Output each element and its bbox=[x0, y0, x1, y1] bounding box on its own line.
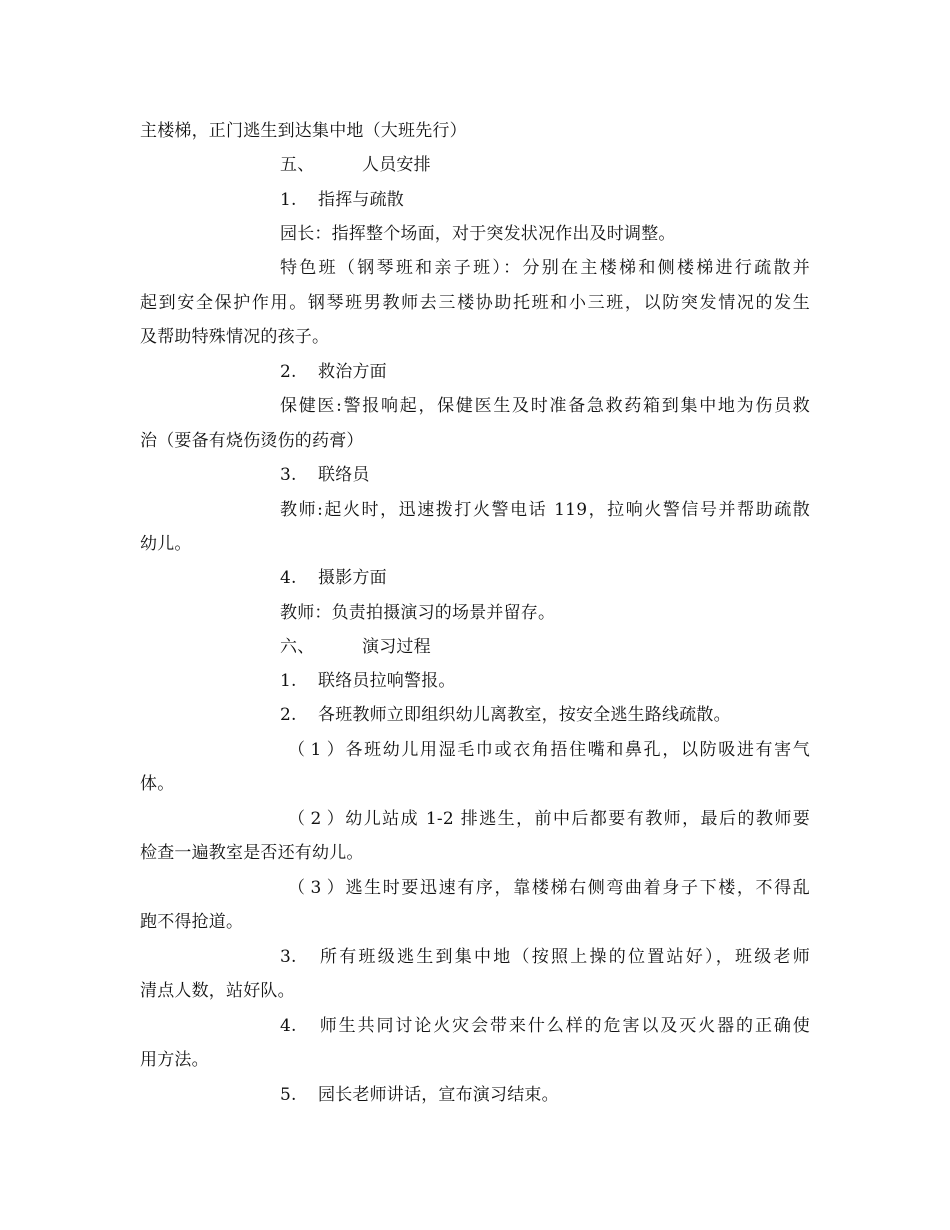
line-text: 用方法。 bbox=[140, 1050, 209, 1070]
section-number: 五、 bbox=[280, 155, 315, 175]
text-line bbox=[140, 121, 810, 141]
item-text: 师生共同讨论火灾会带来什么样的危害以及灭火器的正确使 bbox=[318, 1016, 810, 1036]
text-line bbox=[140, 327, 810, 347]
item-number: 3. bbox=[280, 947, 297, 967]
item-number: 3. bbox=[280, 465, 297, 485]
item-number: （2） bbox=[288, 809, 344, 829]
text-line bbox=[140, 981, 810, 1001]
text-line bbox=[140, 431, 810, 451]
section-number: 六、 bbox=[280, 637, 315, 657]
text-line bbox=[280, 258, 810, 278]
item-text: 联络员拉响警报。 bbox=[318, 671, 456, 691]
line-text: 教师：负责拍摄演习的场景并留存。 bbox=[280, 603, 556, 623]
item-number: 4. bbox=[280, 568, 297, 588]
text-line bbox=[280, 603, 810, 623]
line-text: 检查一遍教室是否还有幼儿。 bbox=[140, 843, 364, 863]
line-text: 体。 bbox=[140, 774, 175, 794]
text-line bbox=[140, 1050, 810, 1070]
sub-list-item bbox=[288, 809, 810, 829]
section-title: 人员安排 bbox=[362, 155, 431, 175]
line-text: 清点人数，站好队。 bbox=[140, 981, 295, 1001]
list-item bbox=[280, 1085, 810, 1105]
line-text: 治（要备有烧伤烫伤的药膏） bbox=[140, 431, 364, 451]
line-text: 及帮助特殊情况的孩子。 bbox=[140, 327, 330, 347]
list-item bbox=[280, 671, 810, 691]
line-text: 跑不得抢道。 bbox=[140, 912, 244, 932]
item-text: 园长老师讲话，宣布演习结束。 bbox=[318, 1085, 559, 1105]
item-title: 救治方面 bbox=[318, 362, 387, 382]
subsection-heading bbox=[280, 362, 810, 382]
item-number: 5. bbox=[280, 1085, 297, 1105]
line-text: 教师:起火时，迅速拨打火警电话 119，拉响火警信号并帮助疏散 bbox=[280, 500, 810, 520]
text-line bbox=[140, 534, 810, 554]
sub-list-item bbox=[288, 740, 810, 760]
subsection-heading bbox=[280, 190, 810, 210]
item-number: 4. bbox=[280, 1016, 297, 1036]
line-text: 园长：指挥整个场面，对于突发状况作出及时调整。 bbox=[280, 224, 676, 244]
text-line bbox=[140, 843, 810, 863]
item-number: 1. bbox=[280, 190, 297, 210]
item-text: 各班教师立即组织幼儿离教室，按安全逃生路线疏散。 bbox=[318, 705, 731, 725]
text-line bbox=[280, 224, 810, 244]
list-item bbox=[280, 947, 810, 967]
item-number: 1. bbox=[280, 671, 297, 691]
sub-list-item bbox=[288, 878, 810, 898]
text-line bbox=[280, 396, 810, 416]
line-text: 幼儿。 bbox=[140, 534, 192, 554]
list-item bbox=[280, 1016, 810, 1036]
item-text: 各班幼儿用湿毛巾或衣角捂住嘴和鼻孔，以防吸进有害气 bbox=[344, 740, 810, 760]
section-title: 演习过程 bbox=[362, 637, 431, 657]
text-line bbox=[140, 293, 810, 313]
item-text: 所有班级逃生到集中地（按照上操的位置站好），班级老师 bbox=[318, 947, 810, 967]
line-text: 保健医:警报响起，保健医生及时准备急救药箱到集中地为伤员救 bbox=[280, 396, 810, 416]
item-text: 逃生时要迅速有序，靠楼梯右侧弯曲着身子下楼，不得乱 bbox=[344, 878, 810, 898]
section-heading bbox=[280, 155, 810, 175]
text-line bbox=[140, 774, 810, 794]
item-number: （1） bbox=[288, 740, 344, 760]
line-text: 主楼梯，正门逃生到达集中地（大班先行） bbox=[140, 121, 467, 141]
list-item bbox=[280, 705, 810, 725]
item-title: 联络员 bbox=[318, 465, 370, 485]
item-number: 2. bbox=[280, 705, 297, 725]
item-number: 2. bbox=[280, 362, 297, 382]
text-line bbox=[140, 912, 810, 932]
item-title: 摄影方面 bbox=[318, 568, 387, 588]
subsection-heading bbox=[280, 568, 810, 588]
subsection-heading bbox=[280, 465, 810, 485]
item-number: （3） bbox=[288, 878, 344, 898]
item-text: 幼儿站成 1-2 排逃生，前中后都要有教师，最后的教师要 bbox=[344, 809, 810, 829]
item-title: 指挥与疏散 bbox=[318, 190, 404, 210]
line-text: 特色班（钢琴班和亲子班）：分别在主楼梯和侧楼梯进行疏散并 bbox=[280, 258, 810, 278]
line-text: 起到安全保护作用。钢琴班男教师去三楼协助托班和小三班，以防突发情况的发生 bbox=[140, 293, 810, 313]
text-line bbox=[280, 500, 810, 520]
section-heading bbox=[280, 637, 810, 657]
